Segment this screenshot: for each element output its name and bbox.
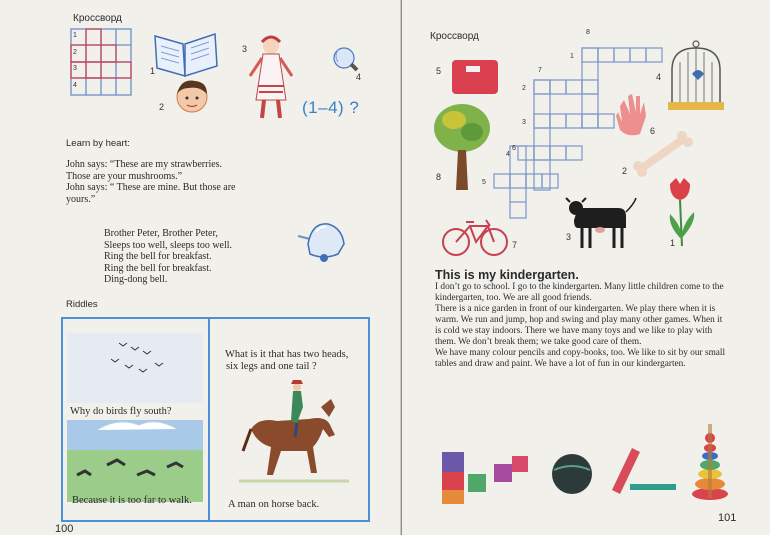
picture-number-3-right: 3	[566, 232, 572, 242]
stacking-pyramid-icon	[692, 424, 728, 500]
right-page	[402, 0, 770, 535]
page-number-right: 101	[718, 512, 737, 524]
picture-number-8: 8	[436, 172, 442, 182]
tulip-icon	[670, 178, 695, 246]
briefcase-picture	[436, 56, 502, 100]
tree-icon	[434, 104, 490, 190]
riddles-frame	[61, 317, 370, 522]
riddle2-question-line2: six legs and one tail ?	[226, 361, 317, 372]
page-number-left: 100	[55, 523, 74, 535]
riddle2-answer: A man on horse back.	[228, 499, 320, 510]
crossword-number-8: 8	[586, 29, 590, 36]
crossword-number-1: 1	[570, 53, 574, 60]
story-paragraph: There is a nice garden in front of our kindergarten. We play there when it is warm. We run and jump, hop and swing and play many other games. When it is cold we stay indoors. There we have many toys and we like to play with them. We don’t break them; we take good care of them.	[435, 304, 723, 347]
poem-block	[104, 228, 294, 286]
picture-number-5: 5	[436, 66, 442, 76]
doll-icon	[250, 37, 292, 118]
tulip-picture	[662, 176, 712, 252]
crossword-number-3: 3	[522, 119, 526, 126]
bone-icon	[633, 131, 693, 177]
picture-number-7: 7	[512, 240, 518, 250]
bone-picture	[622, 128, 698, 180]
crossword-label-right: Кроссворд	[430, 31, 479, 42]
story-text	[435, 282, 727, 370]
grid-number-1: 1	[73, 32, 77, 39]
poem-line: Ring the bell for breakfast.	[104, 251, 212, 263]
dialogue-line: Those are your mushrooms.”	[66, 170, 183, 182]
boy-face-icon	[177, 81, 207, 112]
riddle1-answer: Because it is too far to walk.	[72, 495, 192, 506]
light-bulb-picture	[326, 42, 370, 86]
story-paragraph: I don’t go to school. I go to the kindergarten. Many little children come to the kindergarten, too. We are all good friends.	[435, 282, 724, 303]
tree-picture	[432, 102, 496, 194]
grid-number-3: 3	[73, 65, 77, 72]
bicycle-icon	[443, 220, 507, 255]
picture-number-3: 3	[242, 44, 248, 54]
light-bulb-icon	[334, 48, 357, 70]
crossword-formula: (1–4) ?	[302, 98, 360, 117]
riddles-divider	[208, 319, 210, 520]
picture-number-1: 1	[150, 66, 156, 76]
story-title: This is my kindergarten.	[435, 268, 579, 282]
learn-by-heart-heading: Learn by heart:	[66, 138, 130, 149]
book-and-face-pictures	[145, 24, 225, 119]
crossword-label: Кроссворд	[73, 13, 122, 24]
poem-line: Ding-dong bell.	[104, 274, 168, 286]
picture-number-1-right: 1	[670, 238, 676, 248]
birds-field-picture	[67, 325, 205, 515]
picture-number-4: 4	[356, 72, 362, 82]
toys-picture	[436, 420, 736, 504]
poem-line: Sleeps too well, sleeps too well.	[104, 239, 233, 251]
cow-picture	[564, 194, 640, 258]
story-paragraph: We have many colour pencils and copy-books, too. We like to sit by our small tables and draw and paint. We have a lot of fun in our kindergarten.	[435, 348, 726, 369]
bicycle-picture	[438, 214, 522, 264]
briefcase-icon	[452, 60, 498, 94]
horse-rider-picture	[239, 377, 349, 489]
cow-icon	[566, 198, 636, 248]
dialogue-line: John says: “ These are mine. But those are	[66, 182, 236, 194]
riddle1-question: Why do birds fly south?	[70, 406, 172, 417]
bell-icon	[294, 214, 350, 268]
dialogue-line: yours.”	[66, 193, 96, 205]
riddle2-question-line1: What is it that has two heads,	[225, 349, 349, 360]
crossword-number-4: 4	[506, 151, 510, 158]
grid-number-4: 4	[73, 82, 77, 89]
grid-number-2: 2	[73, 49, 77, 56]
picture-number-4-right: 4	[656, 72, 662, 82]
picture-number-2-right: 2	[622, 166, 628, 176]
riddles-heading: Riddles	[66, 299, 98, 310]
poem-line: Brother Peter, Brother Peter,	[104, 228, 218, 239]
picture-number-6: 6	[650, 126, 656, 136]
crossword-number-7: 7	[538, 67, 542, 74]
small-crossword-grid	[66, 26, 138, 100]
birdcage-icon	[668, 41, 724, 110]
crossword-number-2: 2	[522, 85, 526, 92]
dialogue-block	[66, 159, 286, 205]
poem-line: Ring the bell for breakfast.	[104, 262, 212, 274]
pencils-icon	[612, 448, 676, 494]
picture-number-2: 2	[159, 102, 165, 112]
book-icon	[155, 34, 217, 76]
crossword-number-6: 6	[512, 145, 516, 152]
doll-picture	[238, 30, 300, 126]
ball-icon	[552, 454, 592, 494]
dialogue-line: John says: “These are my strawberries.	[66, 159, 223, 170]
crossword-number-5: 5	[482, 179, 486, 186]
blocks-icon	[442, 452, 528, 504]
